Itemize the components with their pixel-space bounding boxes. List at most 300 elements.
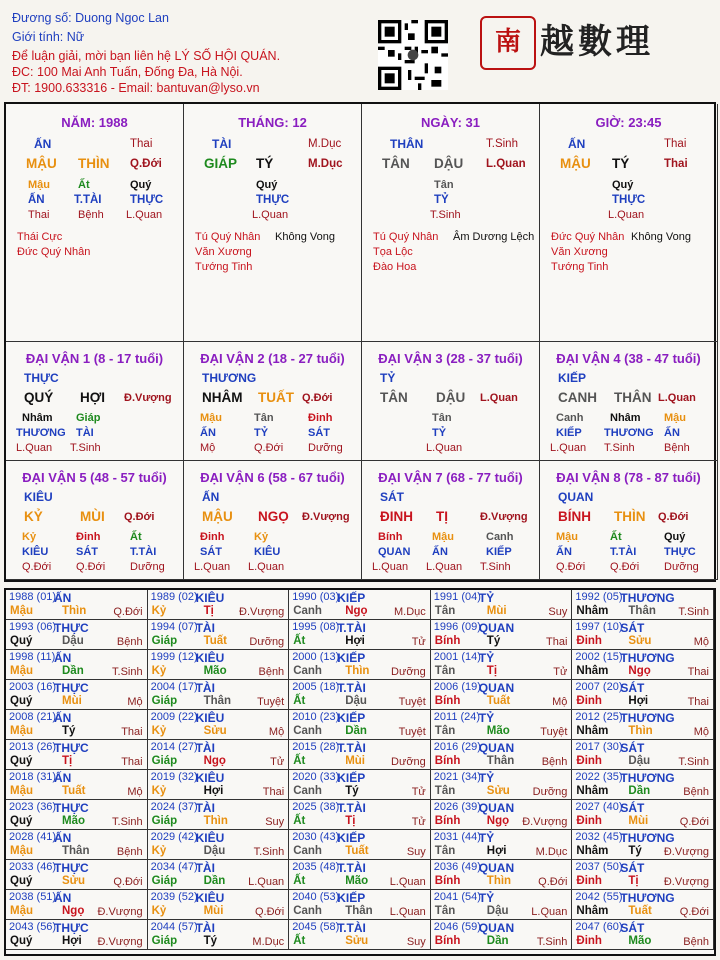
- hidden-stem: Mậu: [200, 412, 222, 424]
- god-label: TÀI: [195, 621, 215, 635]
- year-stem: Tân: [434, 605, 456, 617]
- heavenly-stem: BÍNH: [558, 509, 591, 524]
- god-label: TỶ: [478, 711, 495, 725]
- god-label: KIÊU: [195, 831, 225, 845]
- god-label: KIÊU: [195, 591, 225, 605]
- god-label: THỰC: [54, 741, 89, 755]
- god-label: T.TÀI: [337, 621, 366, 635]
- year-cell: [6, 590, 148, 620]
- year-branch: Mùi: [62, 695, 82, 707]
- star-name: Âm Dương Lệch: [453, 231, 535, 243]
- year-stem: Nhâm: [576, 785, 609, 797]
- god-label: T.TÀI: [337, 741, 366, 755]
- dai-van-title: ĐẠI VẬN 8 (78 - 87 tuổi): [556, 470, 701, 485]
- earthly-branch: NGỌ: [258, 509, 289, 524]
- year-cell: [572, 710, 714, 740]
- zone-label: Mộ: [552, 696, 568, 708]
- star-name: Tọa Lộc: [373, 246, 413, 258]
- god-label: KIÊU: [195, 711, 225, 725]
- year-branch: Ngọ: [203, 755, 226, 767]
- hidden-stem: THỰC: [256, 194, 290, 206]
- year-stem: Canh: [293, 605, 322, 617]
- god-label: T.TÀI: [337, 681, 366, 695]
- hidden-stem: TÀI: [76, 427, 94, 439]
- hidden-stem: ẤN: [556, 546, 572, 558]
- year-branch: Thìn: [62, 605, 87, 617]
- year-label: 2029 (42): [150, 831, 198, 843]
- god-label: ẤN: [54, 891, 72, 905]
- zone-label: M.Dục: [394, 606, 426, 618]
- year-label: 2009 (22): [150, 711, 198, 723]
- year-cell: [6, 830, 148, 860]
- year-label: 2022 (35): [575, 771, 623, 783]
- hidden-stem: THỰC: [664, 546, 696, 558]
- year-stem: Bính: [434, 755, 461, 767]
- year-label: 2043 (56): [9, 921, 57, 933]
- hidden-stem: L.Quan: [248, 561, 285, 573]
- year-stem: Nhâm: [576, 725, 609, 737]
- zone-label: Đ.Vượng: [663, 876, 709, 888]
- year-label: 2028 (41): [9, 831, 57, 843]
- pillar-2: [184, 104, 362, 342]
- year-branch: Dần: [345, 725, 367, 737]
- hidden-stem: L.Quan: [252, 209, 289, 221]
- god-label: QUAN: [478, 681, 515, 695]
- zone-label: Thai: [262, 786, 285, 798]
- year-cell: [148, 920, 290, 950]
- zone-label: Tử: [411, 636, 426, 648]
- year-label: 2005 (18): [292, 681, 340, 693]
- year-stem: Kỷ: [151, 845, 167, 857]
- year-cell: [572, 890, 714, 920]
- hidden-stem: ẤN: [28, 194, 45, 206]
- dai-van-2: [184, 342, 362, 461]
- year-stem: Nhâm: [576, 605, 609, 617]
- year-cell: [431, 650, 573, 680]
- address-line: ĐC: 100 Mai Anh Tuấn, Đống Đa, Hà Nội.: [12, 65, 243, 79]
- zone-label: Tử: [411, 816, 426, 828]
- star-name: Đức Quý Nhân: [551, 231, 625, 243]
- year-label: 2030 (43): [292, 831, 340, 843]
- year-label: 2033 (46): [9, 861, 57, 873]
- hidden-stem: QUAN: [378, 546, 411, 558]
- year-cell: [431, 920, 573, 950]
- god-label: KIẾP: [337, 771, 366, 785]
- god-label: QUAN: [478, 621, 515, 635]
- god-label: TỶ: [478, 891, 495, 905]
- zone-label: Dưỡng: [391, 666, 426, 678]
- year-label: 2034 (47): [150, 861, 198, 873]
- god-label: TÀI: [195, 741, 215, 755]
- year-cell: [289, 830, 431, 860]
- year-stem: Mậu: [10, 725, 33, 737]
- year-stem: Tân: [434, 905, 456, 917]
- god-label: THƯƠNG: [620, 771, 675, 785]
- year-branch: Dậu: [203, 845, 226, 857]
- god-label: THỰC: [54, 681, 89, 695]
- hidden-stem: L.Quan: [194, 561, 231, 573]
- zone-label: Q.Đới: [538, 876, 568, 888]
- year-branch: Mùi: [345, 755, 365, 767]
- year-cell: [289, 920, 431, 950]
- contact-line: Để luận giải, mời bạn liên hệ LÝ SỐ HỘI QUÁN.: [12, 49, 281, 63]
- god-label: SÁT: [620, 621, 645, 635]
- year-cell: [431, 680, 573, 710]
- dai-van-1: [6, 342, 184, 461]
- heavenly-stem: QUÝ: [24, 390, 54, 405]
- year-label: 2041 (54): [433, 891, 481, 903]
- hidden-stem: Mậu: [664, 412, 686, 424]
- zone-label: T.Sinh: [253, 846, 285, 858]
- year-stem: Đinh: [576, 875, 602, 887]
- year-stem: Đinh: [576, 755, 602, 767]
- star-name: Tú Quý Nhân: [195, 231, 261, 243]
- year-label: 1995 (08): [292, 621, 340, 633]
- year-label: 2007 (20): [575, 681, 623, 693]
- year-branch: Tý: [203, 935, 218, 947]
- hidden-stem: ẤN: [664, 427, 680, 439]
- year-stem: Quý: [10, 755, 33, 767]
- year-label: 1992 (05): [575, 591, 623, 603]
- year-cell: [148, 710, 290, 740]
- heavenly-stem: NHÂM: [202, 390, 243, 405]
- zone-label: Q.Đới: [679, 816, 709, 828]
- year-label: 2000 (13): [292, 651, 340, 663]
- zone-label: Mộ: [268, 726, 285, 738]
- year-cell: [572, 650, 714, 680]
- year-label: 2045 (58): [292, 921, 340, 933]
- star-name: Không Vong: [275, 231, 335, 243]
- god-label: KIẾP: [337, 831, 366, 845]
- hidden-stem: Q.Đới: [556, 561, 586, 573]
- dai-van-title: ĐẠI VẬN 3 (28 - 37 tuổi): [378, 351, 523, 366]
- year-label: 2032 (45): [575, 831, 623, 843]
- star-name: Thái Cực: [17, 231, 63, 243]
- year-cell: [289, 860, 431, 890]
- hidden-stem: T.Sinh: [430, 209, 461, 221]
- year-label: 2027 (40): [575, 801, 623, 813]
- zone-label: L.Quan: [248, 876, 285, 888]
- year-stem: Ất: [293, 635, 306, 647]
- year-stem: Mậu: [10, 605, 33, 617]
- god-label: QUAN: [478, 861, 515, 875]
- year-cell: [6, 800, 148, 830]
- year-stem: Canh: [293, 785, 322, 797]
- year-cell: [431, 830, 573, 860]
- year-label: 2039 (52): [150, 891, 198, 903]
- year-stem: Bính: [434, 815, 461, 827]
- year-label: 2038 (51): [9, 891, 57, 903]
- gender: Giới tính: Nữ: [12, 30, 85, 44]
- hidden-stem: Nhâm: [610, 412, 641, 424]
- heavenly-stem: GIÁP: [204, 156, 238, 171]
- earthly-branch: DẬU: [436, 390, 466, 405]
- god-label: ẤN: [54, 711, 72, 725]
- year-label: 1990 (03): [292, 591, 340, 603]
- god-label: THƯƠNG: [620, 711, 675, 725]
- year-branch: Sửu: [628, 635, 652, 647]
- year-branch: Tý: [486, 635, 501, 647]
- zone-label: M.Dục: [535, 846, 568, 858]
- god-label: ẤN: [568, 137, 586, 151]
- year-branch: Hợi: [203, 785, 224, 797]
- heavenly-stem: MẬU: [560, 156, 591, 171]
- year-cell: [148, 590, 290, 620]
- year-branch: Thìn: [345, 665, 370, 677]
- year-stem: Quý: [10, 695, 33, 707]
- year-cell: [289, 680, 431, 710]
- hidden-stem: Q.Đới: [22, 561, 52, 573]
- year-branch: Dậu: [62, 635, 84, 647]
- star-name: Không Vong: [631, 231, 691, 243]
- year-branch: Thìn: [203, 815, 228, 827]
- year-label: 1997 (10): [575, 621, 623, 633]
- year-branch: Tý: [628, 845, 642, 857]
- year-cell: [572, 620, 714, 650]
- year-branch: Thân: [203, 695, 232, 707]
- star-name: Tướng Tinh: [195, 261, 253, 273]
- star-name: Tướng Tinh: [551, 261, 609, 273]
- god-label: KIÊU: [195, 771, 225, 785]
- year-label: 1999 (12): [150, 651, 198, 663]
- zone-label: Q.Đới: [679, 906, 709, 918]
- god-label: TÀI: [195, 681, 215, 695]
- hidden-stem: Ất: [610, 531, 622, 543]
- year-cell: [289, 770, 431, 800]
- year-branch: Tuất: [203, 635, 228, 647]
- zone-label: Tuyệt: [398, 696, 426, 708]
- hidden-stem: L.Quan: [372, 561, 409, 573]
- god-label: ẤN: [54, 651, 72, 665]
- god-label: T.TÀI: [337, 921, 366, 935]
- zone-label: Suy: [406, 846, 426, 858]
- year-stem: Nhâm: [576, 905, 609, 917]
- year-cell: [431, 860, 573, 890]
- year-branch: Tuất: [628, 905, 652, 917]
- year-label: 2036 (49): [433, 861, 481, 873]
- year-branch: Mùi: [203, 905, 224, 917]
- zone-label: Đ.Vượng: [97, 936, 143, 948]
- year-label: 2023 (36): [9, 801, 57, 813]
- year-stem: Tân: [434, 665, 456, 677]
- zone-label: Tuyệt: [398, 726, 426, 738]
- year-stem: Mậu: [10, 905, 33, 917]
- god-label: QUAN: [478, 741, 515, 755]
- zone-label: T.Sinh: [678, 756, 709, 768]
- zone-label: L.Quan: [531, 906, 568, 918]
- god-label: ẤN: [34, 137, 52, 151]
- hidden-stem: T.TÀI: [610, 546, 637, 558]
- zone-label: Thai: [121, 756, 143, 768]
- year-stem: Giáp: [151, 875, 178, 887]
- year-stem: Ất: [293, 695, 306, 707]
- zone-label: L.Quan: [480, 392, 518, 404]
- year-cell: [6, 620, 148, 650]
- hidden-stem: Đinh: [76, 531, 101, 543]
- year-cell: [148, 830, 290, 860]
- god-label: THƯƠNG: [620, 891, 675, 905]
- year-branch: Mão: [203, 665, 227, 677]
- zone-label: Thai: [130, 138, 153, 150]
- hidden-stem: Giáp: [76, 412, 101, 424]
- star-name: Văn Xương: [551, 246, 608, 258]
- year-branch: Thân: [628, 605, 656, 617]
- god-label: THƯƠNG: [620, 591, 675, 605]
- zone-label: Mộ: [693, 726, 709, 738]
- year-stem: Ất: [293, 755, 306, 767]
- zone-label: M.Dục: [252, 936, 285, 948]
- hidden-stem: Bính: [378, 531, 403, 543]
- year-label: 2010 (23): [292, 711, 340, 723]
- year-label: 2037 (50): [575, 861, 623, 873]
- zone-label: T.Sinh: [112, 666, 143, 678]
- god-label: T.TÀI: [337, 861, 366, 875]
- zone-label: Suy: [406, 936, 426, 948]
- year-branch: Tị: [203, 605, 214, 617]
- year-cell: [572, 920, 714, 950]
- year-branch: Mùi: [628, 815, 649, 827]
- zone-label: Thai: [664, 138, 687, 150]
- hidden-stem: L.Quan: [550, 442, 587, 454]
- zone-label: Q.Đới: [113, 876, 143, 888]
- hidden-stem: Canh: [556, 412, 584, 424]
- hidden-stem: TỶ: [434, 194, 449, 206]
- god-label: KIẾP: [337, 711, 366, 725]
- god-label: TỶ: [478, 771, 495, 785]
- branch-zone: Thai: [664, 158, 688, 170]
- year-stem: Kỷ: [151, 905, 167, 917]
- year-stem: Canh: [293, 665, 322, 677]
- hidden-stem: KIÊU: [22, 546, 49, 558]
- hidden-stem: Đinh: [200, 531, 225, 543]
- year-branch: Tuất: [62, 785, 86, 797]
- god-label: QUAN: [478, 801, 515, 815]
- year-label: 2035 (48): [292, 861, 340, 873]
- hidden-stem: Canh: [486, 531, 514, 543]
- brand-logo: 越數理: [540, 22, 654, 62]
- year-label: 2008 (21): [9, 711, 57, 723]
- zone-label: Mộ: [127, 696, 143, 708]
- hidden-stem: KIẾP: [486, 546, 512, 558]
- zone-label: T.Sinh: [678, 606, 709, 618]
- year-stem: Giáp: [151, 635, 178, 647]
- zone-label: Đ.Vượng: [302, 511, 350, 523]
- pillar-1: [6, 104, 184, 342]
- zone-label: Q.Đới: [113, 606, 143, 618]
- year-cell: [572, 860, 714, 890]
- year-branch: Mão: [345, 875, 369, 887]
- year-stem: Tân: [434, 725, 456, 737]
- year-stem: Đinh: [576, 815, 602, 827]
- year-branch: Mão: [628, 935, 652, 947]
- zone-label: Q.Đới: [658, 511, 689, 523]
- year-grid: [4, 588, 716, 956]
- zone-label: M.Dục: [308, 138, 342, 150]
- earthly-branch: THÌN: [78, 156, 110, 171]
- year-label: 2019 (32): [150, 771, 198, 783]
- hidden-stem: SÁT: [308, 427, 330, 439]
- earthly-branch: TÝ: [612, 156, 630, 171]
- year-branch: Tị: [62, 755, 73, 767]
- zone-label: Dưỡng: [249, 636, 285, 648]
- zone-label: Mộ: [693, 636, 709, 648]
- pillar-4: [540, 104, 718, 342]
- hidden-stem: SÁT: [200, 546, 222, 558]
- year-stem: Kỷ: [151, 605, 167, 617]
- year-stem: Quý: [10, 875, 33, 887]
- earthly-branch: TỊ: [436, 509, 448, 524]
- heavenly-stem: MẬU: [202, 509, 233, 524]
- year-stem: Kỷ: [151, 785, 167, 797]
- year-label: 1996 (09): [433, 621, 481, 633]
- year-cell: [148, 770, 290, 800]
- year-branch: Mão: [486, 725, 510, 737]
- zone-label: Tử: [270, 756, 285, 768]
- god-label: THƯƠNG: [202, 371, 257, 385]
- year-cell: [6, 650, 148, 680]
- hidden-stem: Kỷ: [22, 531, 37, 543]
- year-label: 2025 (38): [292, 801, 340, 813]
- year-cell: [289, 590, 431, 620]
- hidden-stem: T.TÀI: [74, 194, 102, 206]
- year-cell: [572, 740, 714, 770]
- year-branch: Tuất: [486, 695, 511, 707]
- year-branch: Thìn: [628, 725, 653, 737]
- pillar-title: GIỜ: 23:45: [595, 115, 662, 130]
- hidden-stem: THỰC: [612, 194, 646, 206]
- year-branch: Tý: [62, 725, 76, 737]
- hidden-stem: T.Sinh: [604, 442, 635, 454]
- year-label: 2046 (59): [433, 921, 481, 933]
- zone-label: Tuyệt: [257, 696, 285, 708]
- zone-label: Đ.Vượng: [97, 906, 143, 918]
- year-cell: [572, 770, 714, 800]
- owner-name: Đương số: Duong Ngoc Lan: [12, 11, 169, 25]
- god-label: SÁT: [620, 801, 645, 815]
- dai-van-title: ĐẠI VẬN 1 (8 - 17 tuổi): [25, 351, 164, 366]
- god-label: THƯƠNG: [620, 831, 675, 845]
- year-label: 1993 (06): [9, 621, 57, 633]
- god-label: KIẾP: [337, 591, 366, 605]
- year-branch: Tị: [628, 875, 639, 887]
- year-label: 2017 (30): [575, 741, 623, 753]
- phone-email-line: ĐT: 1900.633316 - Email: bantuvan@lyso.vn: [12, 81, 260, 95]
- earthly-branch: THÂN: [614, 390, 652, 405]
- year-branch: Dậu: [486, 905, 509, 917]
- year-stem: Ất: [293, 815, 306, 827]
- heavenly-stem: MẬU: [26, 156, 57, 171]
- dai-van-title: ĐẠI VẬN 2 (18 - 27 tuổi): [200, 351, 345, 366]
- year-stem: Tân: [434, 845, 456, 857]
- pillars-grid: [4, 102, 716, 582]
- hidden-stem: TỶ: [432, 427, 447, 439]
- year-branch: Dần: [62, 665, 84, 677]
- god-label: ẤN: [54, 771, 72, 785]
- year-branch: Tuất: [345, 845, 369, 857]
- year-branch: Thân: [62, 845, 90, 857]
- hidden-stem: Tân: [432, 412, 452, 424]
- hidden-stem: Q.Đới: [76, 561, 106, 573]
- year-stem: Quý: [10, 815, 33, 827]
- year-cell: [148, 620, 290, 650]
- zone-label: Đ.Vượng: [124, 392, 172, 404]
- dai-van-title: ĐẠI VẬN 4 (38 - 47 tuổi): [556, 351, 701, 366]
- god-label: TÀI: [212, 137, 232, 151]
- hidden-stem: Mộ: [200, 442, 216, 454]
- dai-van-5: [6, 461, 184, 580]
- god-label: ẤN: [202, 490, 220, 504]
- year-branch: Tị: [486, 665, 498, 677]
